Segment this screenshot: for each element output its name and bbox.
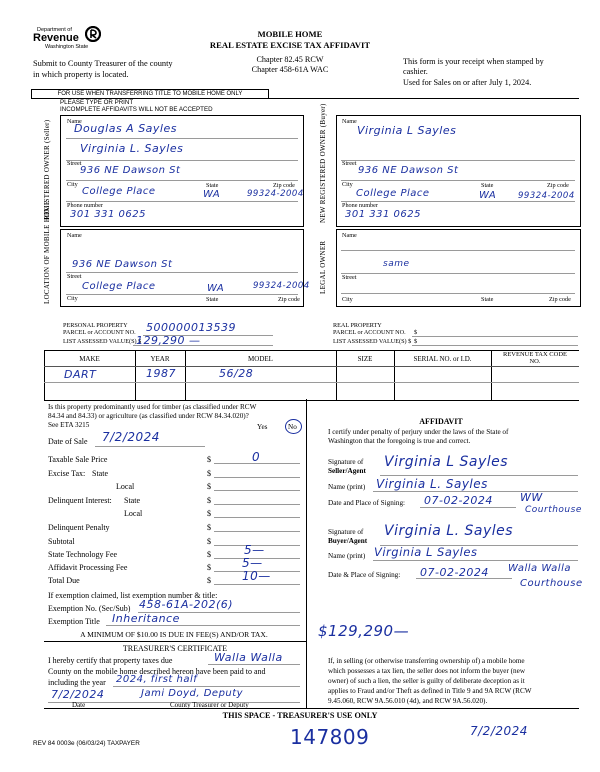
buyer-sig-label-1: Signature of bbox=[328, 528, 364, 536]
pp-label-1: PERSONAL PROPERTY bbox=[63, 322, 128, 329]
buyer-date-place: 07-02-2024 bbox=[420, 566, 489, 579]
submit-text-2: in which property is located. bbox=[33, 70, 129, 79]
exemption-title-label: Exemption Title bbox=[48, 617, 100, 626]
excise-tax-label: Excise Tax: bbox=[48, 469, 86, 478]
delinquent-interest-label: Delinquent Interest: bbox=[48, 496, 112, 505]
stamp-date: 7/2/2024 bbox=[470, 724, 528, 738]
pp-assessed-label: LIST ASSESSED VALUE(S) $ bbox=[63, 338, 142, 345]
seller-name-label: Name bbox=[67, 118, 82, 125]
dollar-2: $ bbox=[207, 469, 211, 478]
warning-1: If, in selling (or otherwise transferring ownership of) a mobile home bbox=[328, 657, 525, 665]
seller-sig-label-2: Seller/Agent bbox=[328, 467, 366, 475]
certify-2: Washington that the foregoing is true and correct. bbox=[328, 437, 471, 445]
seller-date-place: 07-02-2024 bbox=[424, 494, 493, 507]
buyer-city-label: City bbox=[342, 181, 353, 188]
incomplete-notice: INCOMPLETE AFFIDAVITS WILL NOT BE ACCEPTED bbox=[60, 106, 213, 113]
logo-mark-icon bbox=[85, 26, 101, 42]
seller-signature: Virginia L Sayles bbox=[384, 454, 509, 470]
rp-dollar2: $ bbox=[414, 338, 418, 345]
legal-name-label: Name bbox=[342, 232, 357, 239]
dollar-8: $ bbox=[207, 550, 211, 559]
buyer-phone: 301 331 0625 bbox=[345, 209, 421, 220]
legal-state-label: State bbox=[481, 296, 494, 303]
seller-city-label: City bbox=[67, 181, 78, 188]
buyer-name-label: Name bbox=[342, 118, 357, 125]
buyer-name-print: Virginia L Sayles bbox=[374, 545, 478, 559]
subtotal-label: Subtotal bbox=[48, 537, 75, 546]
treasurer-line-2: County on the mobile home described hereon have been paid to and bbox=[48, 667, 266, 676]
buyer-zip: 99324-2004 bbox=[518, 191, 575, 201]
delinquent-penalty-label: Delinquent Penalty bbox=[48, 523, 110, 532]
seller-zip-label: Zip code bbox=[273, 182, 295, 189]
dollar-6: $ bbox=[207, 523, 211, 532]
legal-owner-name: same bbox=[383, 259, 410, 269]
treasurer-use-only: THIS SPACE - TREASURER'S USE ONLY bbox=[222, 711, 378, 720]
form-number: REV 84 0003e (06/03/24) TAXPAYER bbox=[33, 740, 140, 747]
logo-line1: Department of bbox=[37, 27, 72, 33]
warning-3: owner) of such a lien, the seller is guilty of deliberate deception as it bbox=[328, 677, 525, 685]
make-value: DART bbox=[64, 368, 97, 381]
exemption-title: Inheritance bbox=[112, 612, 180, 625]
affidavit-title: AFFIDAVIT bbox=[419, 417, 463, 426]
seller-name-1: Douglas A Sayles bbox=[74, 122, 177, 135]
interest-state-label: State bbox=[124, 496, 140, 505]
please-type: PLEASE TYPE OR PRINT bbox=[60, 99, 134, 106]
col-size: SIZE bbox=[357, 355, 373, 363]
buyer-place-1: Walla Walla bbox=[508, 563, 571, 574]
warning-2: which possesses a tax lien, the seller does not inform the buyer (new bbox=[328, 667, 526, 675]
date-of-sale-label: Date of Sale bbox=[48, 437, 88, 446]
chapter-1: Chapter 82.45 RCW bbox=[256, 55, 324, 64]
taxable-sale-price-label: Taxable Sale Price bbox=[48, 455, 108, 464]
col-serial: SERIAL NO. or I.D. bbox=[413, 355, 472, 363]
location-name-label: Name bbox=[67, 232, 82, 239]
receipt-text-3: Used for Sales on or after July 1, 2024. bbox=[403, 78, 532, 87]
exemption-intro: If exemption claimed, list exemption number & title: bbox=[48, 591, 218, 600]
interest-local-label: Local bbox=[124, 509, 143, 518]
timber-question-2: 84.34 and 84.33) or agriculture (as classified under RCW 84.34.020)? bbox=[48, 412, 249, 420]
treasurer-date: 7/2/2024 bbox=[51, 688, 105, 701]
buyer-street: 936 NE Dawson St bbox=[358, 165, 459, 176]
location-city-label: City bbox=[67, 295, 78, 302]
seller-state-label: State bbox=[206, 182, 219, 189]
year-value: 1987 bbox=[146, 367, 176, 380]
certify-1: I certify under penalty of perjury under the laws of the State of bbox=[328, 428, 509, 436]
warning-5: 9.45.060, RCW 9A.56.010 (4d), and RCW 9A.56.020). bbox=[328, 697, 488, 705]
buyer-date-place-label: Date & Place of Signing: bbox=[328, 571, 401, 579]
buyer-state-label: State bbox=[481, 182, 494, 189]
dollar-1: $ bbox=[207, 455, 211, 464]
treasurer-date-label: Date bbox=[72, 701, 86, 709]
buyer-name: Virginia L Sayles bbox=[357, 124, 457, 137]
col-revenue-code: REVENUE TAX CODE NO. bbox=[503, 351, 567, 365]
treasurer-line-1: I hereby certify that property taxes due bbox=[48, 656, 173, 665]
warning-4: applies to Fraud and/or Theft as defined in Title 9 and 9A RCW (RCW bbox=[328, 687, 532, 695]
receipt-number: 147809 bbox=[290, 725, 370, 749]
form-title-2: REAL ESTATE EXCISE TAX AFFIDAVIT bbox=[209, 40, 371, 50]
state-tech-fee: 5— bbox=[244, 543, 265, 557]
col-model: MODEL bbox=[248, 355, 273, 363]
exemption-no: 458-61A-202(6) bbox=[139, 598, 234, 611]
buyer-city: College Place bbox=[356, 188, 430, 199]
treasurer-county: Walla Walla bbox=[214, 651, 283, 664]
seller-phone-label: Phone number bbox=[67, 202, 103, 209]
legal-street-label: Street bbox=[342, 274, 357, 281]
form-title-1: MOBILE HOME bbox=[257, 29, 323, 39]
col-make: MAKE bbox=[79, 355, 100, 363]
seller-zip: 99324-2004 bbox=[247, 189, 304, 199]
treasurer-signature: Jami Doyd, Deputy bbox=[141, 688, 244, 699]
taxable-sale-price: 0 bbox=[252, 450, 261, 464]
chapter-2: Chapter 458-61A WAC bbox=[251, 65, 329, 74]
timber-question-1: Is this property predominantly used for timber (as classified under RCW bbox=[48, 403, 257, 411]
pp-account-no: 500000013539 bbox=[146, 321, 236, 334]
excise-state-label: State bbox=[92, 469, 108, 478]
seller-name-print: Virginia L. Sayles bbox=[376, 477, 488, 491]
buyer-phone-label: Phone number bbox=[342, 202, 378, 209]
dollar-10: $ bbox=[207, 576, 211, 585]
rp-label-2: PARCEL or ACCOUNT NO. bbox=[333, 329, 406, 336]
legal-owner-box bbox=[336, 229, 581, 307]
pp-assessed-value: 129,290 — bbox=[136, 334, 201, 347]
seller-street-label: Street bbox=[67, 160, 82, 167]
logo-line2: Revenue bbox=[33, 32, 79, 44]
rp-assessed-label: LIST ASSESSED VALUE(S) $ bbox=[333, 338, 412, 345]
seller-city: College Place bbox=[82, 186, 156, 197]
affidavit-fee-label: Affidavit Processing Fee bbox=[48, 563, 128, 572]
buyer-state: WA bbox=[479, 190, 497, 201]
treasurer-line-3: including the year bbox=[48, 678, 106, 687]
no-circle bbox=[285, 419, 302, 434]
affidavit-fee: 5— bbox=[242, 556, 263, 570]
state-tech-fee-label: State Technology Fee bbox=[48, 550, 118, 559]
logo bbox=[33, 26, 103, 58]
logo-line3: Washington State bbox=[45, 44, 89, 50]
total-due-label: Total Due bbox=[48, 576, 80, 585]
yes-option: Yes bbox=[257, 423, 268, 431]
excise-local-label: Local bbox=[116, 482, 135, 491]
location-state-label: State bbox=[206, 296, 219, 303]
no-option: No bbox=[288, 423, 297, 431]
location-side-label: LOCATION OF MOBILE HOME bbox=[43, 200, 51, 304]
seller-sig-label-1: Signature of bbox=[328, 458, 364, 466]
legal-owner-side-label: LEGAL OWNER bbox=[319, 240, 327, 294]
treasurer-title: TREASURER'S CERTIFICATE bbox=[122, 644, 228, 653]
rp-dollar: $ bbox=[414, 329, 418, 336]
seller-side-label: REGISTERED OWNER (Seller) bbox=[43, 119, 51, 221]
buyer-street-label: Street bbox=[342, 160, 357, 167]
submit-text-1: Submit to County Treasurer of the county bbox=[33, 59, 173, 68]
pp-label-2: PARCEL or ACCOUNT NO. bbox=[63, 329, 136, 336]
receipt-text-1: This form is your receipt when stamped by bbox=[403, 57, 544, 66]
buyer-signature: Virginia L. Sayles bbox=[384, 523, 514, 539]
dollar-5: $ bbox=[207, 509, 211, 518]
location-street-label: Street bbox=[67, 273, 82, 280]
buyer-sig-label-2: Buyer/Agent bbox=[328, 537, 368, 545]
rp-label-1: REAL PROPERTY bbox=[333, 322, 382, 329]
exemption-no-label: Exemption No. (Sec/Sub) bbox=[48, 604, 131, 613]
see-eta: See ETA 3215 bbox=[48, 421, 90, 429]
seller-state: WA bbox=[203, 189, 221, 200]
treasurer-year: 2024, first half bbox=[116, 674, 198, 685]
dollar-4: $ bbox=[207, 496, 211, 505]
assessed-total: $129,290— bbox=[318, 622, 410, 640]
seller-name-print-label: Name (print) bbox=[328, 483, 366, 491]
location-zip: 99324-2004 bbox=[253, 281, 310, 291]
legal-city-label: City bbox=[342, 296, 353, 303]
buyer-zip-label: Zip code bbox=[547, 182, 569, 189]
location-address: 936 NE Dawson St bbox=[72, 259, 173, 270]
buyer-place-2: Courthouse bbox=[520, 578, 583, 589]
location-zip-label: Zip code bbox=[278, 296, 300, 303]
location-city: College Place bbox=[82, 281, 156, 292]
buyer-name-print-label: Name (print) bbox=[328, 552, 366, 560]
seller-place-1: WW bbox=[520, 491, 543, 504]
dollar-3: $ bbox=[207, 482, 211, 491]
model-value: 56/28 bbox=[219, 367, 254, 380]
seller-date-place-label: Date and Place of Signing: bbox=[328, 499, 406, 507]
seller-street: 936 NE Dawson St bbox=[80, 165, 181, 176]
minimum-notice: A MINIMUM OF $10.00 IS DUE IN FEE(S) AND/OR TAX. bbox=[80, 630, 268, 639]
dollar-7: $ bbox=[207, 537, 211, 546]
legal-zip-label: Zip code bbox=[549, 296, 571, 303]
treasurer-sig-label: County Treasurer or Deputy bbox=[170, 701, 249, 709]
dollar-9: $ bbox=[207, 563, 211, 572]
col-year: YEAR bbox=[150, 355, 170, 363]
total-due: 10— bbox=[242, 569, 271, 583]
use-when-banner: FOR USE WHEN TRANSFERRING TITLE TO MOBILE HOME ONLY bbox=[31, 89, 269, 99]
date-of-sale: 7/2/2024 bbox=[102, 430, 160, 444]
seller-place-2: Courthouse bbox=[525, 505, 582, 515]
buyer-side-label: NEW REGISTERED OWNER (Buyer) bbox=[319, 103, 327, 223]
receipt-text-2: cashier. bbox=[403, 67, 428, 76]
seller-phone: 301 331 0625 bbox=[70, 209, 146, 220]
location-state: WA bbox=[207, 283, 225, 294]
seller-name-2: Virginia L. Sayles bbox=[80, 142, 184, 155]
